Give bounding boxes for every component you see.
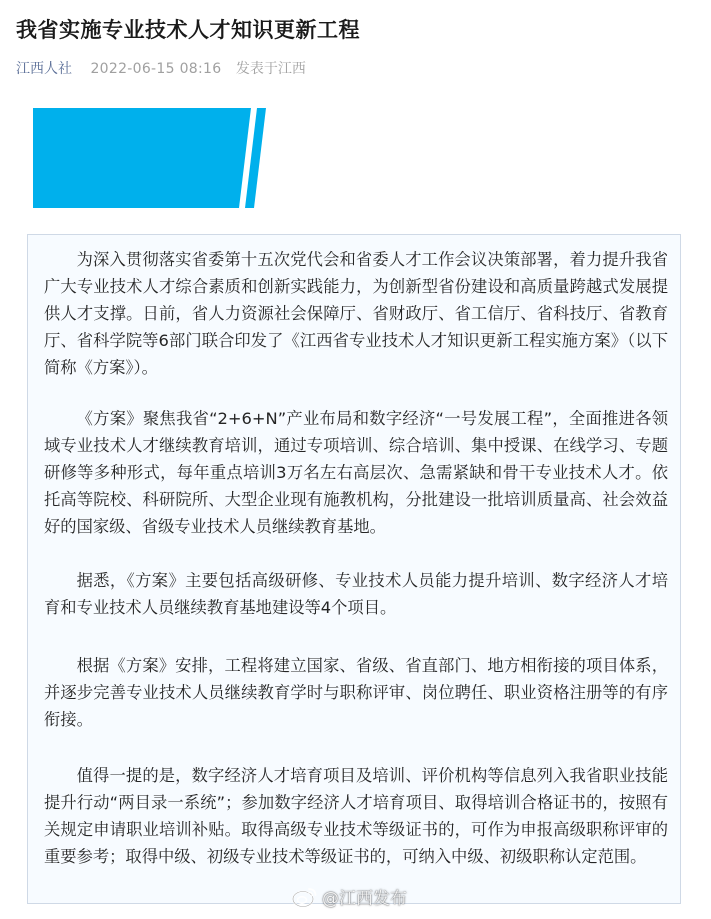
cut-off-text-fragment	[316, 912, 386, 919]
article-meta	[16, 58, 306, 78]
paragraph-1: 为深入贯彻落实省委第十五次党代会和省委人才工作会议决策部署，着力提升我省广大专业技术人才综合素质和创新实践能力，为创新型省份建设和高质量跨越式发展提供人才支撑。日前，省人力资源社会保障厅、省财政厅、省工信厅、省科技厅、省教育厅、省科学院等6部门联合印发了《江西省专业技术人才知识更新工程实施方案》（以下简称《方案》）。	[44, 250, 668, 377]
paragraph-5: 值得一提的是，数字经济人才培育项目及培训、评价机构等信息列入我省职业技能提升行动“两目录一系统”；参加数字经济人才培育项目、取得培训合格证书的，按照有关规定申请职业培训补贴。取得高级专业技术等级证书的，可作为申报高级职称评审的重要参考；取得中级、初级专业技术等级证书的，可纳入中级、初级职称认定范围。	[44, 766, 668, 866]
author-link[interactable]: 江西人社	[16, 61, 72, 77]
paragraph-3: 据悉，《方案》主要包括高级研修、专业技术人员能力提升培训、数字经济人才培育和专业技术人员继续教育基地建设等4个项目。	[44, 571, 668, 617]
publish-location: 发表于江西	[235, 61, 306, 77]
article-title: 我省实施专业技术人才知识更新工程	[16, 18, 360, 42]
paragraph-2: 《方案》聚焦我省“2+6+N”产业布局和数字经济“一号发展工程”，全面推进各领域专业技术人才继续教育培训，通过专项培训、综合培训、集中授课、在线学习、专题研修等多种形式，每年重点培训3万名左右高层次、急需紧缺和骨干专业技术人才。依托高等院校、科研院所、大型企业现有施教机构，分批建设一批培训质量高、社会效益好的国家级、省级专业技术人员继续教育基地。	[44, 409, 668, 536]
weibo-icon	[292, 886, 318, 908]
header-banner-image	[33, 108, 273, 208]
weibo-watermark	[292, 884, 407, 909]
banner-block	[33, 108, 251, 208]
watermark-text: @江西发布	[322, 889, 407, 909]
paragraph-4: 根据《方案》安排，工程将建立国家、省级、省直部门、地方相衔接的项目体系，并逐步完善专业技术人员继续教育学时与职称评审、岗位聘任、职业资格注册等的有序衔接。	[44, 656, 668, 729]
article-content-box	[27, 234, 681, 904]
publish-date: 2022-06-15 08:16	[90, 61, 222, 77]
